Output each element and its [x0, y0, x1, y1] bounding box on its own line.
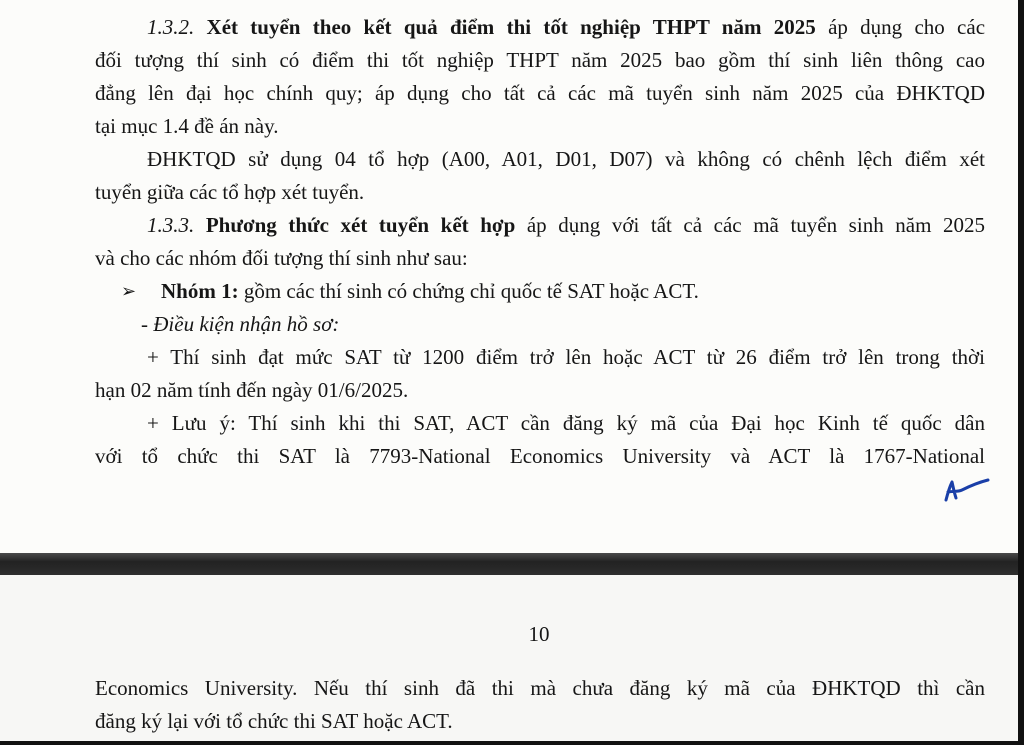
next-page-body [95, 672, 985, 738]
next-page-line2: đăng ký lại với tổ chức thi SAT hoặc ACT. [95, 709, 453, 733]
combo-line1: ĐHKTQD sử dụng 04 tổ hợp (A00, A01, D01, D07) và không có chênh lệch điểm xét [147, 147, 985, 171]
frame-edge-bottom [0, 741, 1024, 745]
conditions-dash: - [141, 312, 148, 336]
section-132-number: 1.3.2. [147, 15, 195, 39]
condition-item1-line2: hạn 02 năm tính đến ngày 01/6/2025. [95, 378, 409, 402]
condition-item1-line1: + Thí sinh đạt mức SAT từ 1200 điểm trở lên hoặc ACT từ 26 điểm trở lên trong thời [147, 345, 985, 369]
page-number: 10 [528, 622, 550, 646]
section-132-line3: đẳng lên đại học chính quy; áp dụng cho tất cả các mã tuyển sinh năm 2025 của ĐHKTQD [95, 81, 985, 105]
conditions-heading [95, 308, 985, 341]
condition-item2-line1: + Lưu ý: Thí sinh khi thi SAT, ACT cần đăng ký mã của Đại học Kinh tế quốc dân [147, 411, 985, 435]
section-133-line1 [95, 209, 985, 242]
section-133-line1-tail: áp dụng với tất cả các mã tuyển sinh năm 2025 [526, 213, 986, 237]
page-break-band [0, 553, 1024, 575]
section-132-line1 [95, 11, 985, 44]
conditions-label: Điều kiện nhận hồ sơ: [153, 312, 340, 336]
group1-label: Nhóm 1: [161, 279, 239, 303]
group1-item [95, 275, 985, 308]
document-body [95, 11, 985, 473]
next-page-line1: Economics University. Nếu thí sinh đã thi mà chưa đăng ký mã của ĐHKTQD thì cần [95, 676, 985, 700]
arrow-bullet-icon: ➢ [121, 281, 137, 301]
section-133-heading: Phương thức xét tuyển kết hợp [205, 213, 516, 237]
group1-text: gồm các thí sinh có chứng chỉ quốc tế SAT hoặc ACT. [243, 279, 699, 303]
combo-line2: tuyển giữa các tổ hợp xét tuyển. [95, 180, 365, 204]
section-132-line4: tại mục 1.4 đề án này. [95, 114, 279, 138]
section-132-line1-tail: áp dụng cho các [828, 15, 986, 39]
signature-icon [938, 474, 994, 504]
frame-edge-right [1018, 0, 1024, 745]
section-132-heading: Xét tuyển theo kết quả điểm thi tốt nghiệp THPT năm 2025 [206, 15, 816, 39]
section-133-line2: và cho các nhóm đối tượng thí sinh như sau: [95, 246, 468, 270]
section-132-line2: đối tượng thí sinh có điểm thi tốt nghiệp THPT năm 2025 bao gồm thí sinh liên thông cao [95, 48, 985, 72]
condition-item2-line2: với tổ chức thi SAT là 7793-National Economics University và ACT là 1767-National [95, 444, 985, 468]
section-133-number: 1.3.3. [147, 213, 195, 237]
